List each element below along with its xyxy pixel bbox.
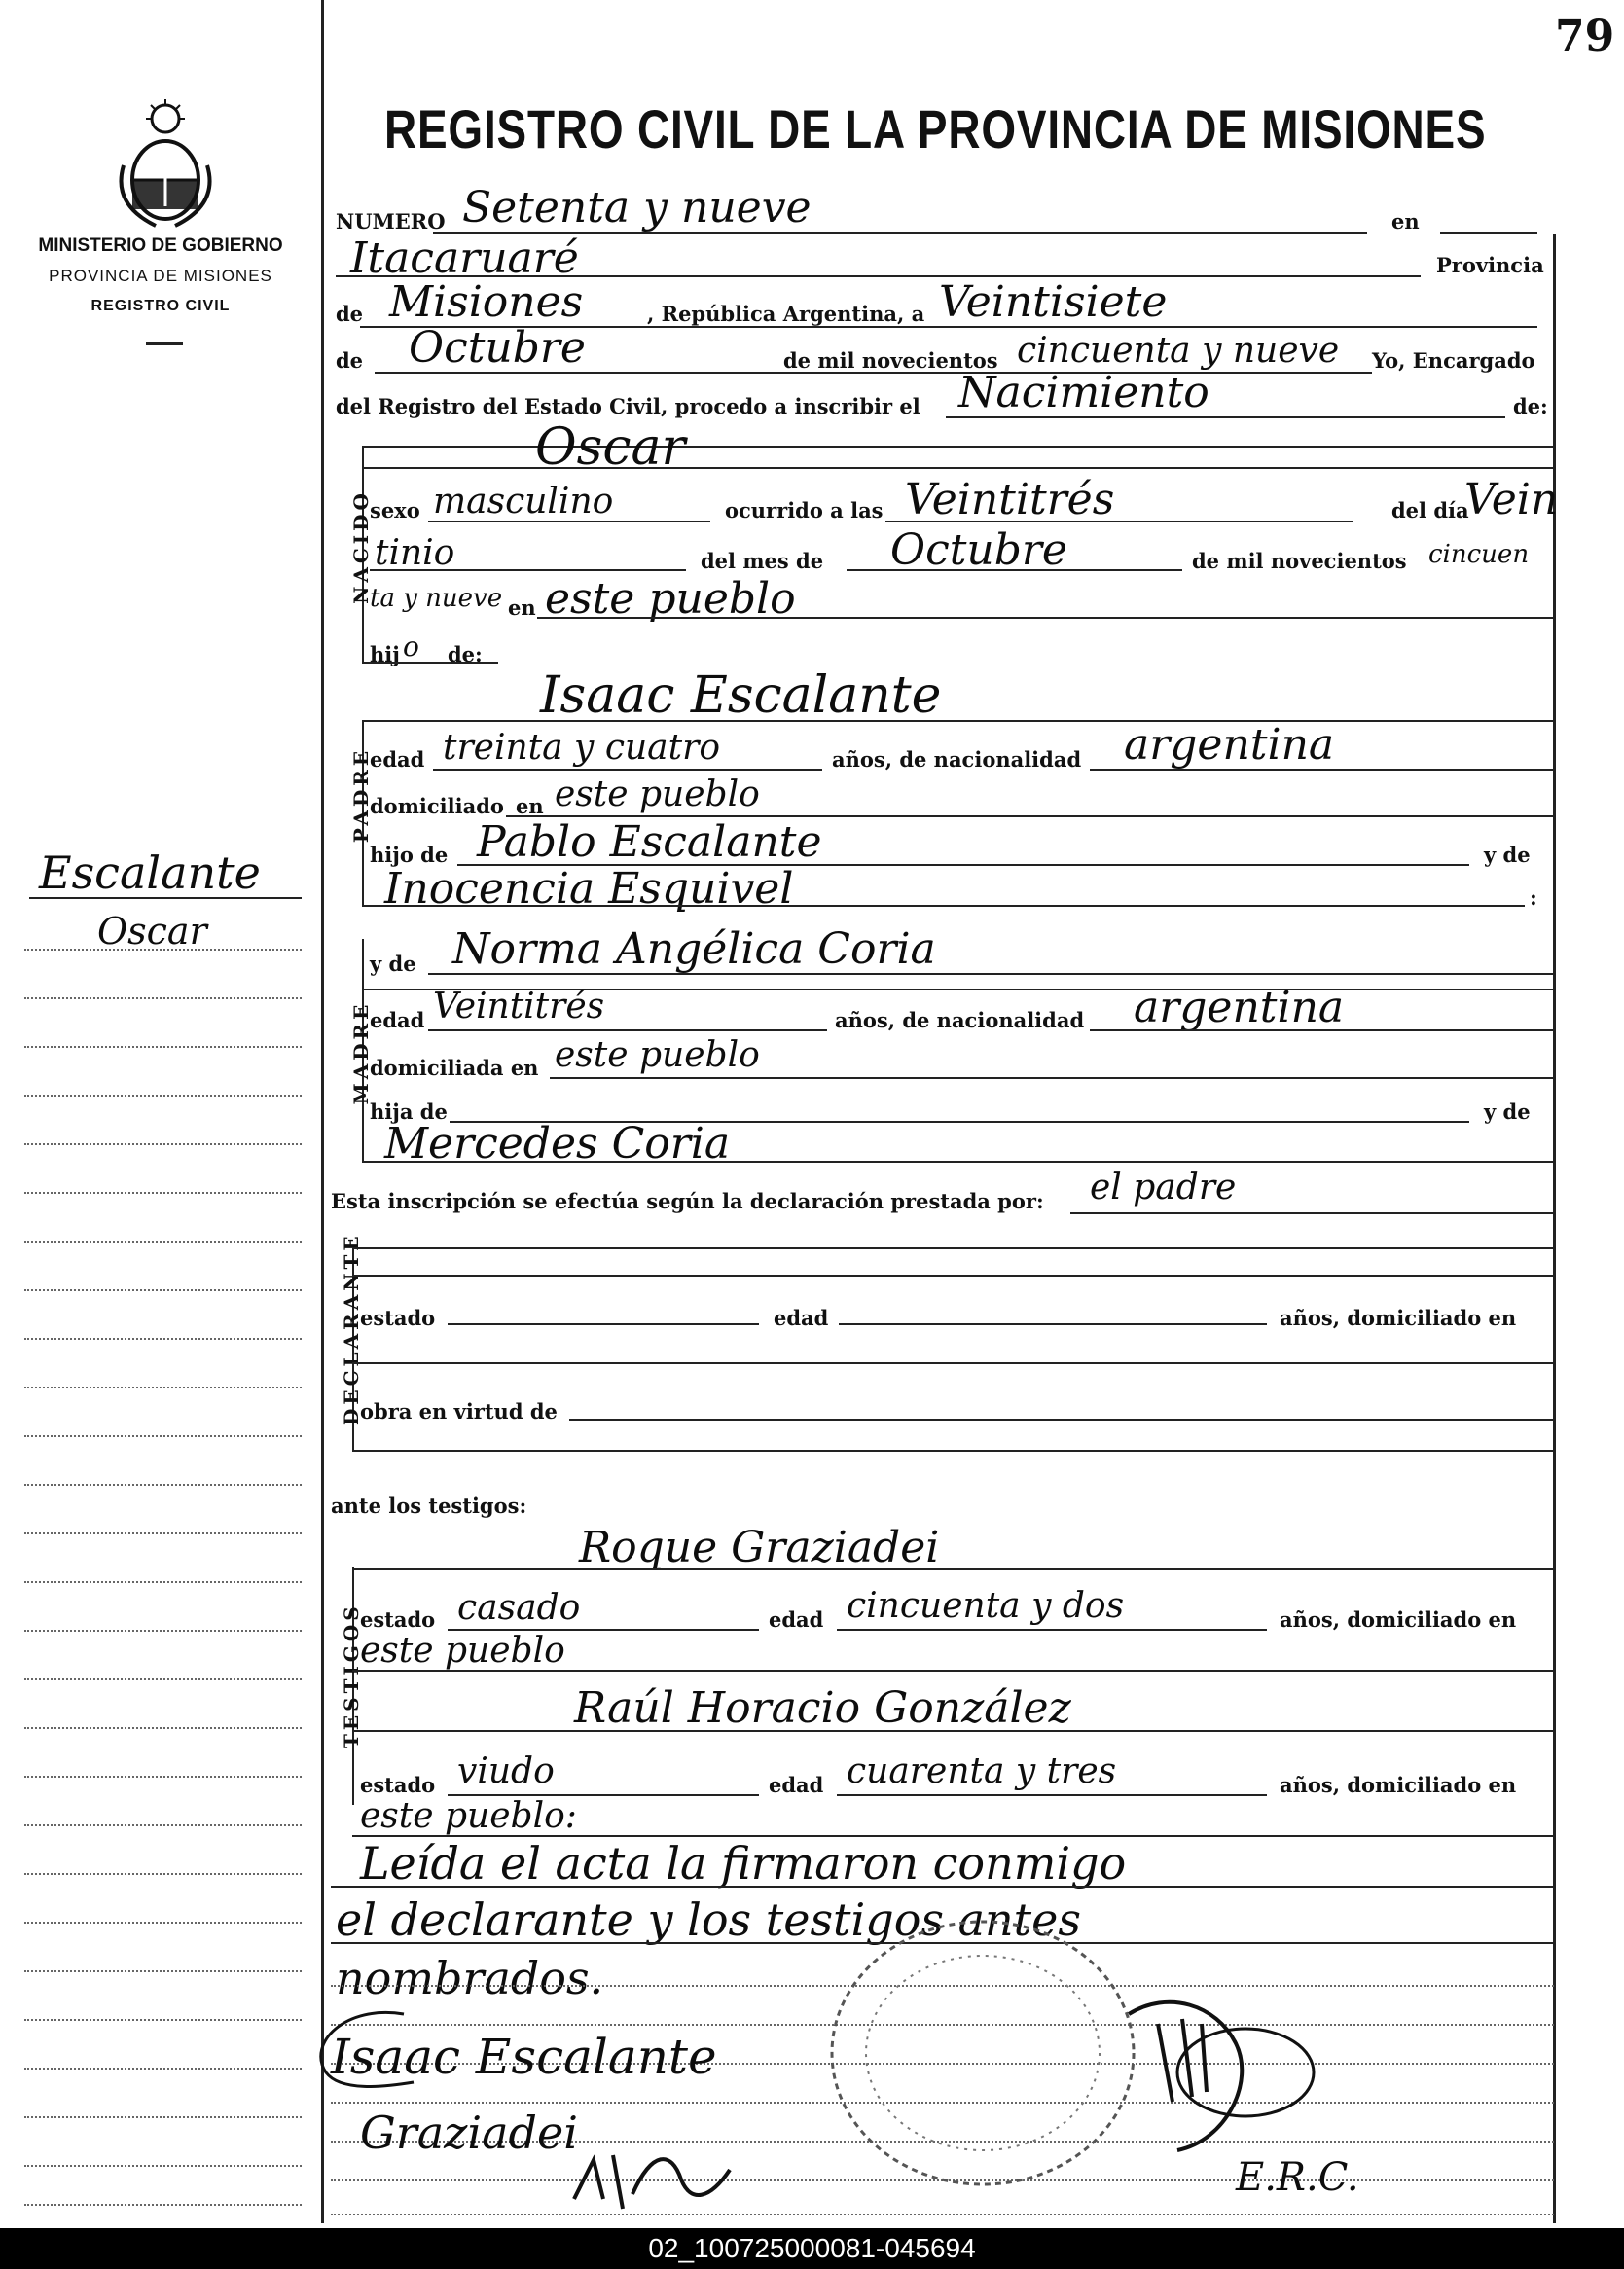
value-t2-estado: viudo: [457, 1751, 555, 1791]
margin-dotted-line: [24, 1873, 302, 1875]
rule: [352, 1247, 1554, 1249]
label-republica: , República Argentina, a: [647, 302, 925, 326]
label-edad: edad: [370, 747, 425, 772]
margin-dotted-line: [24, 1824, 302, 1826]
value-hora: Veintitrés: [905, 475, 1115, 524]
section-label-testigos: TESTIGOS: [340, 1603, 363, 1748]
value-madre-nombre: Norma Angélica Coria: [452, 924, 936, 974]
label-edad-2: edad: [370, 1008, 425, 1032]
value-madre-edad: Veintitrés: [433, 987, 605, 1026]
rule: [537, 617, 1554, 619]
margin-dotted-line: [24, 1192, 302, 1194]
margin-dotted-line: [24, 949, 302, 951]
label-edad-4: edad: [769, 1607, 824, 1632]
margin-dotted-line: [24, 1484, 302, 1486]
signature-testigo: Graziadei: [360, 2107, 578, 2159]
coat-of-arms: [112, 97, 219, 234]
value-madre-nac: argentina: [1134, 983, 1345, 1032]
label-provincia: Provincia: [1436, 253, 1544, 277]
margin-dotted-line: [24, 1630, 302, 1632]
rule: [448, 1323, 759, 1325]
margin-surname: Escalante: [39, 846, 261, 899]
margin-dotted-line: [24, 1289, 302, 1291]
rule: [837, 1794, 1267, 1796]
value-dia: Veintisiete: [939, 277, 1168, 327]
section-label-madre: MADRE: [349, 1000, 373, 1105]
ministry-province: PROVINCIA DE MISIONES: [49, 267, 272, 285]
rule: [428, 973, 1554, 975]
rule: [362, 905, 1525, 907]
rule: [428, 521, 710, 522]
label-anos-dom: años, domiciliado en: [1280, 1306, 1517, 1330]
rule: [847, 569, 1182, 571]
label-y-de-2: y de: [370, 952, 416, 976]
margin-underline: [29, 897, 302, 899]
ministry-registry: REGISTRO CIVIL: [90, 298, 231, 314]
ministry-name: MINISTERIO DE GOBIERNO: [38, 235, 283, 256]
label-obra: obra en virtud de: [360, 1399, 558, 1423]
label-edad-3: edad: [774, 1306, 829, 1330]
label-en: en: [1391, 209, 1420, 234]
rule: [428, 1029, 827, 1031]
footer-id: 02_100725000081-045694: [648, 2233, 976, 2263]
label-ante-testigos: ante los testigos:: [331, 1494, 527, 1518]
rule: [362, 467, 1554, 469]
value-padre-edad: treinta y cuatro: [443, 728, 720, 768]
label-en-3: en: [516, 794, 544, 818]
rule: [352, 1730, 1554, 1732]
label-anos-dom-2: años, domiciliado en: [1280, 1607, 1517, 1632]
value-mes-nac: Octubre: [890, 525, 1067, 575]
label-anos-nac: años, de nacionalidad: [832, 747, 1082, 772]
left-border: [321, 0, 324, 2223]
margin-dotted-line: [24, 997, 302, 999]
value-dia-nac-2: tinio: [375, 533, 455, 573]
margin-dotted-line: [24, 2165, 302, 2167]
label-inscripcion: Esta inscripción se efectúa según la declaración prestada por:: [331, 1189, 1044, 1213]
value-nombre: Oscar: [535, 418, 686, 477]
section-label-padre: PADRE: [349, 746, 373, 844]
signature-official: [564, 2141, 759, 2218]
label-anos-dom-3: años, domiciliado en: [1280, 1773, 1517, 1797]
value-anio-nac-2: ta y nueve: [370, 584, 503, 613]
margin-dotted-line: [24, 1581, 302, 1583]
label-sexo: sexo: [370, 498, 420, 522]
value-padre-madre: Inocencia Esquivel: [384, 864, 794, 914]
margin-dotted-line: [24, 1046, 302, 1048]
closing-line-3: nombrados.: [336, 1952, 604, 2004]
value-padre-nac: argentina: [1124, 720, 1335, 770]
label-estado: estado: [360, 1306, 436, 1330]
signature-encargado: [1100, 1985, 1353, 2179]
margin-dotted-line: [24, 2204, 302, 2206]
label-de: de: [336, 302, 364, 326]
rule: [1090, 769, 1554, 771]
rule: [946, 416, 1505, 418]
document-title: REGISTRO CIVIL DE LA PROVINCIA DE MISIONES: [384, 98, 1487, 160]
label-del-registro: del Registro del Estado Civil, procedo a inscribir el: [336, 394, 920, 418]
value-padre-padre: Pablo Escalante: [477, 817, 822, 867]
label-estado-2: estado: [360, 1607, 436, 1632]
value-testigo2: Raúl Horacio González: [574, 1683, 1071, 1733]
label-ocurrido: ocurrido a las: [725, 498, 884, 522]
value-t2-dom: este pueblo:: [360, 1796, 577, 1836]
label-hija-de: hija de: [370, 1099, 448, 1124]
rule: [885, 521, 1353, 522]
value-padre-nombre: Isaac Escalante: [540, 666, 942, 725]
value-madre-dom: este pueblo: [555, 1035, 760, 1075]
value-t2-edad: cuarenta y tres: [847, 1751, 1117, 1791]
margin-dotted-line: [24, 1776, 302, 1778]
initials: E.R.C.: [1236, 2155, 1359, 2200]
value-testigo1: Roque Graziadei: [579, 1523, 940, 1572]
margin-dotted-line: [24, 2068, 302, 2070]
value-t1-dom: este pueblo: [360, 1631, 565, 1671]
margin-dotted-line: [24, 1970, 302, 1972]
rule: [352, 1568, 1554, 1570]
label-de-mil-novecientos-2: de mil novecientos: [1192, 549, 1407, 573]
rule: [837, 1629, 1267, 1631]
closing-line-1: Leída el acta la firmaron conmigo: [360, 1837, 1127, 1890]
official-stamp: [817, 1907, 1148, 2199]
rule: [839, 1323, 1267, 1325]
signature-padre: Isaac Escalante: [331, 2029, 717, 2085]
value-t1-edad: cincuenta y dos: [847, 1586, 1125, 1626]
rule: [331, 1886, 1554, 1888]
label-domiciliado: domiciliado: [370, 794, 504, 818]
margin-dotted-line: [24, 1532, 302, 1534]
margin-dotted-line: [24, 1143, 302, 1145]
value-hijo-suffix: o: [403, 630, 419, 663]
value-t1-estado: casado: [457, 1588, 581, 1628]
footer-bar: [0, 2228, 1624, 2269]
label-en-2: en: [508, 595, 536, 620]
value-declarante: el padre: [1090, 1168, 1237, 1207]
label-de-mil-novecientos: de mil novecientos: [783, 348, 998, 373]
label-hijo-de: hijo de: [370, 843, 449, 867]
value-lugar: este pueblo: [545, 574, 796, 624]
page-number: 79: [1555, 12, 1615, 61]
rule: [362, 662, 498, 664]
rule: [1440, 232, 1537, 234]
margin-dotted-line: [24, 1922, 302, 1924]
value-sexo: masculino: [433, 482, 614, 522]
label-hij: hij: [370, 642, 400, 666]
margin-dotted-line: [24, 2019, 302, 2021]
rule: [1090, 1029, 1554, 1031]
right-border: [1553, 234, 1556, 2223]
rule: [352, 1275, 1554, 1277]
label-edad-5: edad: [769, 1773, 824, 1797]
margin-dotted-line: [24, 1338, 302, 1340]
value-madre-madre: Mercedes Coria: [384, 1119, 731, 1169]
value-anio: cincuenta y nueve: [1017, 331, 1340, 371]
section-label-declarante: DECLARANTE: [340, 1232, 363, 1425]
margin-dotted-line: [24, 1678, 302, 1680]
label-del-dia: del día: [1391, 498, 1469, 522]
value-ciudad: Itacaruaré: [350, 234, 579, 283]
label-de-colon-2: de:: [448, 642, 483, 666]
label-de-colon: de:: [1513, 394, 1548, 418]
rule: [352, 1670, 1554, 1672]
margin-dotted-line: [24, 2116, 302, 2118]
value-padre-dom: este pueblo: [555, 774, 760, 814]
label-estado-3: estado: [360, 1773, 436, 1797]
value-dia-nac-1: Vein: [1464, 475, 1559, 524]
margin-dotted-line: [24, 1727, 302, 1729]
rule: [362, 1161, 1554, 1163]
value-provincia: Misiones: [389, 277, 584, 327]
label-numero: NUMERO: [336, 209, 446, 234]
value-numero: Setenta y nueve: [462, 183, 812, 233]
label-y-de-3: y de: [1484, 1099, 1531, 1124]
label-domiciliada: domiciliada en: [370, 1056, 539, 1080]
label-y-de: y de: [1484, 843, 1531, 867]
signature-dotted-line: [331, 2214, 1554, 2215]
rule: [375, 372, 1372, 374]
label-del-mes: del mes de: [701, 549, 824, 573]
label-yo-encargado: Yo, Encargado: [1372, 348, 1535, 373]
rule: [362, 720, 1554, 722]
ministry-divider: [146, 342, 183, 345]
closing-line-2: el declarante y los testigos antes: [336, 1893, 1081, 1946]
rule: [1070, 1212, 1554, 1214]
margin-dotted-line: [24, 1387, 302, 1388]
rule: [569, 1419, 1554, 1421]
margin-dotted-line: [24, 1241, 302, 1243]
rule: [433, 769, 822, 771]
rule: [550, 1077, 1554, 1079]
value-mes: Octubre: [409, 323, 586, 373]
rule: [352, 1362, 1554, 1364]
margin-given-name: Oscar: [97, 910, 207, 953]
margin-dotted-line: [24, 1095, 302, 1097]
rule: [352, 1450, 1554, 1452]
section-label-nacido: NACIDO: [349, 489, 373, 604]
label-anos-nac-2: años, de nacionalidad: [835, 1008, 1085, 1032]
padre-colon: :: [1530, 885, 1537, 910]
signature-flourish: [307, 2004, 423, 2102]
rule: [370, 569, 686, 571]
margin-dotted-line: [24, 1435, 302, 1437]
value-acto: Nacimiento: [958, 368, 1209, 417]
label-de: de: [336, 348, 364, 373]
value-anio-nac-1: cincuen: [1428, 540, 1530, 569]
